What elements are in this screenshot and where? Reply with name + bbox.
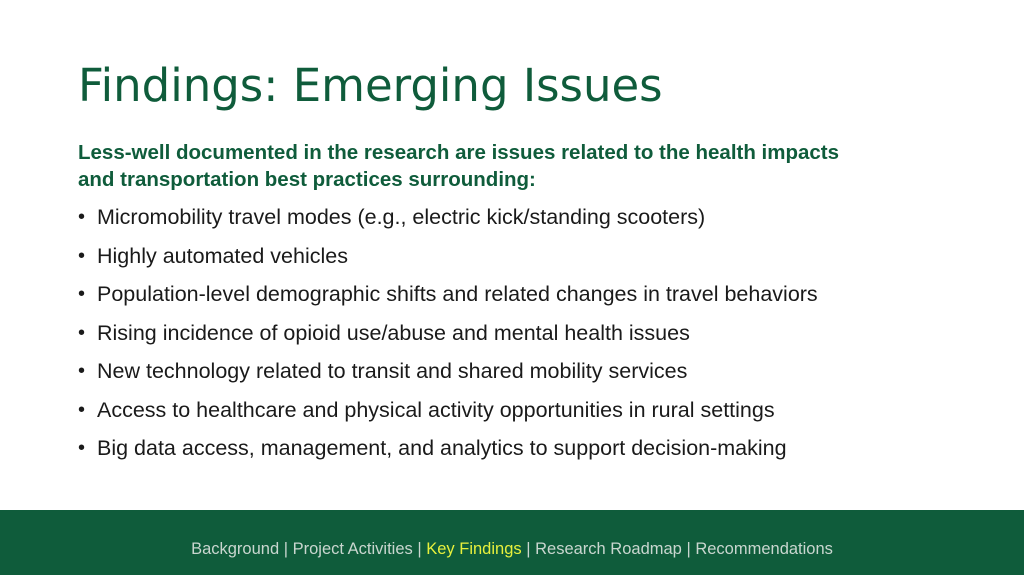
nav-separator: |	[417, 540, 422, 558]
bullet-dot-icon: •	[78, 321, 86, 344]
nav-separator: |	[686, 540, 691, 558]
bullet-item	[78, 316, 818, 355]
bullet-text: Access to healthcare and physical activity opportunities in rural settings	[97, 397, 775, 422]
nav-item-project-activities[interactable]: Project Activities	[292, 540, 413, 558]
bullet-text: Micromobility travel modes (e.g., electric kick/standing scooters)	[97, 205, 706, 229]
bullet-dot-icon: •	[78, 398, 86, 421]
slide-title: Findings: Emerging Issues	[78, 59, 663, 112]
bullet-text: Population-level demographic shifts and related changes in travel behaviors	[97, 282, 818, 306]
bullet-item	[78, 393, 818, 432]
bullet-text: Big data access, management, and analytics to support decision-making	[97, 436, 787, 460]
bullet-dot-icon: •	[78, 437, 86, 459]
bullet-item	[78, 431, 818, 470]
bullet-item	[78, 239, 818, 278]
subtitle-line-2: and transportation best practices surrounding:	[78, 168, 536, 191]
bullet-dot-icon: •	[78, 360, 86, 382]
bullet-dot-icon: •	[78, 244, 86, 267]
bullet-item	[78, 200, 818, 239]
nav-item-research-roadmap[interactable]: Research Roadmap	[535, 540, 682, 558]
nav-item-recommendations[interactable]: Recommendations	[695, 540, 833, 558]
subtitle-line-1: Less-well documented in the research are issues related to the health impacts	[78, 141, 840, 164]
bullet-text: Highly automated vehicles	[97, 243, 348, 268]
bullet-dot-icon: •	[78, 206, 86, 228]
slide-subtitle	[78, 139, 958, 193]
nav-separator: |	[283, 540, 289, 558]
bullet-text: New technology related to transit and shared mobility services	[97, 359, 688, 383]
footer-bar	[0, 510, 1024, 575]
nav-item-key-findings[interactable]: Key Findings	[426, 540, 522, 558]
bullet-list	[78, 200, 818, 470]
bullet-dot-icon: •	[78, 283, 86, 305]
bullet-text: Rising incidence of opioid use/abuse and mental health issues	[97, 320, 690, 345]
bullet-item	[78, 354, 818, 393]
bullet-item	[78, 277, 818, 316]
nav-separator: |	[526, 540, 531, 558]
nav-item-background[interactable]: Background	[191, 540, 280, 558]
footer-nav	[0, 538, 1024, 560]
